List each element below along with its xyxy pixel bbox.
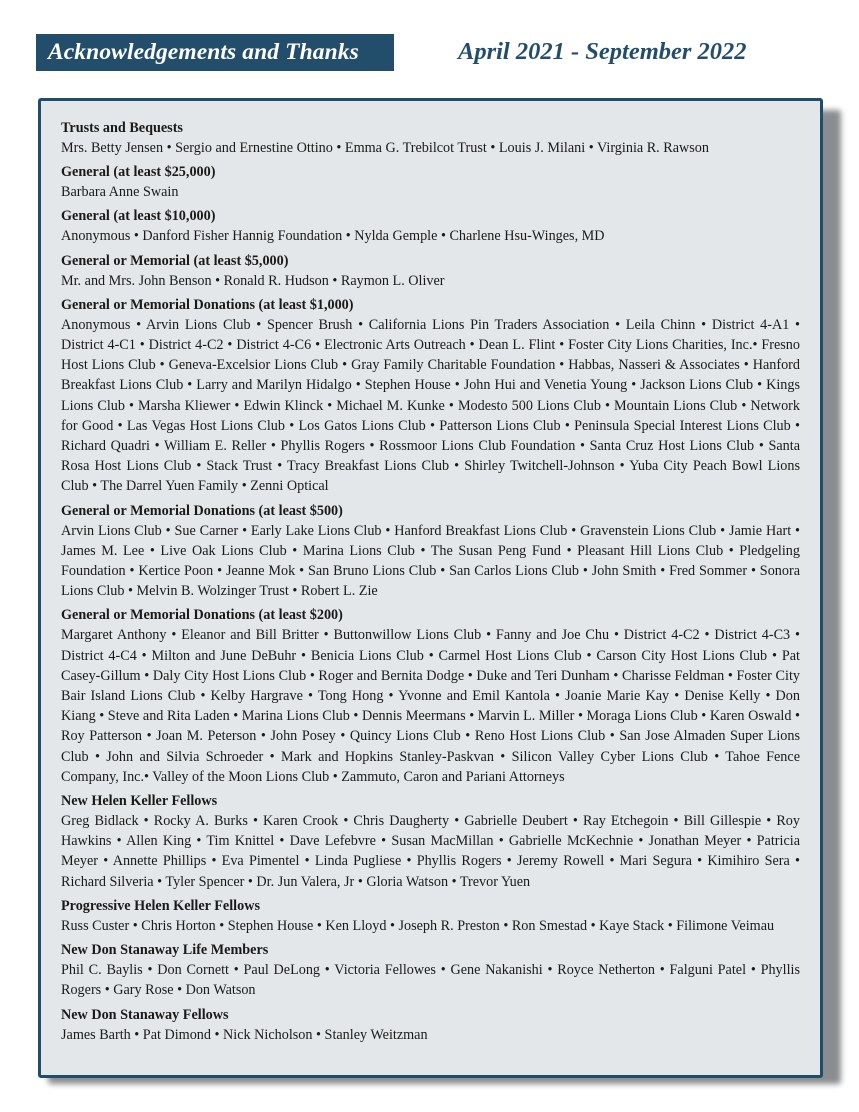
section-general-25000 xyxy=(61,163,800,202)
section-heading: New Don Stanaway Life Members xyxy=(61,942,269,959)
section-progressive-helen-keller-fellows xyxy=(61,897,800,936)
section-heading: New Don Stanaway Fellows xyxy=(61,1006,229,1023)
section-heading: Trusts and Bequests xyxy=(61,120,183,136)
section-heading: General or Memorial (at least $5,000) xyxy=(61,252,289,269)
section-memorial-1000 xyxy=(61,296,800,497)
donor-list: Anonymous • Danford Fisher Hannig Foundation • Nylda Gemple • Charlene Hsu-Winges, MD xyxy=(61,228,605,245)
date-range-heading: April 2021 - September 2022 xyxy=(458,38,747,65)
section-heading: General (at least $25,000) xyxy=(61,164,216,181)
section-helen-keller-fellows xyxy=(61,792,800,892)
donor-list: Anonymous • Arvin Lions Club • Spencer Brush • California Lions Pin Traders Association • Leila Chinn • District 4-A1 • District 4-C1 • District 4-C2 • District 4-C6 • Electronic Arts Outreach • Dean L. Flint • Foster City Lions Charities, Inc.• Fresno Host Lions Club • Geneva-Excelsior Lions Club • Gray Family Charitable Foundation • Habbas, Nasseri & Associates • Hanford Breakfast Lions Club • Larry and Marilyn Hidalgo • Stephen House • John Hui and Venetia Young • Jackson Lions Club • Kings Lions Club • Marsha Kliewer • Edwin Klinck • Michael M. Kunke • Modesto 500 Lions Club • Mountain Lions Club • Network for Good • Las Vegas Host Lions Club • Los Gatos Lions Club • Patterson Lions Club • Peninsula Special Interest Lions Club • Richard Quadri • William E. Reller • Phyllis Rogers • Rossmoor Lions Club Foundation • Santa Cruz Host Lions Club • Santa Rosa Host Lions Club • Stack Trust • Tracy Breakfast Lions Club • Shirley Twitchell-Johnson • Yuba City Peach Bowl Lions Club • The Darrel Yuen Family • Zenni Optical xyxy=(61,316,800,495)
donor-list: Phil C. Baylis • Don Cornett • Paul DeLong • Victoria Fellowes • Gene Nakanishi • Royce Netherton • Falguni Patel • Phyllis Rogers • Gary Rose • Don Watson xyxy=(61,962,800,999)
page-title-banner xyxy=(36,34,394,71)
section-memorial-500 xyxy=(61,502,800,602)
donor-list: Russ Custer • Chris Horton • Stephen House • Ken Lloyd • Joseph R. Preston • Ron Smestad • Kaye Stack • Filimone Veimau xyxy=(61,917,775,934)
donor-list: Mr. and Mrs. John Benson • Ronald R. Hudson • Raymon L. Oliver xyxy=(61,272,445,289)
donor-list: James Barth • Pat Dimond • Nick Nicholson • Stanley Weitzman xyxy=(61,1026,428,1043)
section-heading: Progressive Helen Keller Fellows xyxy=(61,897,260,914)
donor-list: Mrs. Betty Jensen • Sergio and Ernestine Ottino • Emma G. Trebilcot Trust • Louis J. Milani • Virginia R. Rawson xyxy=(61,140,709,156)
section-memorial-200 xyxy=(61,606,800,787)
donor-list: Greg Bidlack • Rocky A. Burks • Karen Crook • Chris Daugherty • Gabrielle Deubert • Ray Etchegoin • Bill Gillespie • Roy Hawkins • Allen King • Tim Knittel • Dave Lefebvre • Susan MacMillan • Gabrielle McKechnie • Jonathan Meyer • Patricia Meyer • Annette Phillips • Eva Pimentel • Linda Pugliese • Phyllis Rogers • Jeremy Rowell • Mari Segura • Kimihiro Sera • Richard Silveria • Tyler Spencer • Dr. Jun Valera, Jr • Gloria Watson • Trevor Yuen xyxy=(61,813,800,890)
section-general-10000 xyxy=(61,207,800,246)
section-stanaway-fellows xyxy=(61,1006,800,1045)
section-heading: General (at least $10,000) xyxy=(61,208,216,225)
donor-list: Margaret Anthony • Eleanor and Bill Britter • Buttonwillow Lions Club • Fanny and Joe Chu • District 4-C2 • District 4-C3 • District 4-C4 • Milton and June DeBuhr • Benicia Lions Club • Carmel Host Lions Club • Carson City Host Lions Club • Pat Casey-Gillum • Daly City Host Lions Club • Roger and Bernita Dodge • Duke and Teri Dunham • Charisse Feldman • Foster City Bair Island Lions Club • Kelby Hargrave • Tong Hong • Yvonne and Emil Kantola • Joanie Marie Kay • Denise Kelly • Don Kiang • Steve and Rita Laden • Marina Lions Club • Dennis Meermans • Marvin L. Miller • Moraga Lions Club • Karen Oswald • Roy Patterson • Joan M. Peterson • John Posey • Quincy Lions Club • Reno Host Lions Club • San Jose Almaden Super Lions Club • John and Silvia Schroeder • Mark and Hopkins Stanley-Paskvan • Silicon Valley Cyber Lions Club • Tahoe Fence Company, Inc.• Valley of the Moon Lions Club • Zammuto, Caron and Pariani Attorneys xyxy=(61,627,800,785)
section-heading: General or Memorial Donations (at least $500) xyxy=(61,502,343,519)
acknowledgements-panel xyxy=(38,98,823,1078)
section-trusts-bequests xyxy=(61,119,800,158)
page-title: Acknowledgements and Thanks xyxy=(48,39,359,65)
section-heading: General or Memorial Donations (at least $200) xyxy=(61,607,343,624)
donor-list: Arvin Lions Club • Sue Carner • Early Lake Lions Club • Hanford Breakfast Lions Club • Gravenstein Lions Club • Jamie Hart • James M. Lee • Live Oak Lions Club • Marina Lions Club • The Susan Peng Fund • Pleasant Hill Lions Club • Pledgeling Foundation • Kertice Poon • Jeanne Mok • San Bruno Lions Club • San Carlos Lions Club • John Smith • Fred Sommer • Sonora Lions Club • Melvin B. Wolzinger Trust • Robert L. Zie xyxy=(61,522,800,600)
section-heading: New Helen Keller Fellows xyxy=(61,793,218,810)
donor-list: Barbara Anne Swain xyxy=(61,184,179,201)
section-heading: General or Memorial Donations (at least $1,000) xyxy=(61,296,354,313)
section-stanaway-life-members xyxy=(61,941,800,1000)
section-memorial-5000 xyxy=(61,252,800,291)
